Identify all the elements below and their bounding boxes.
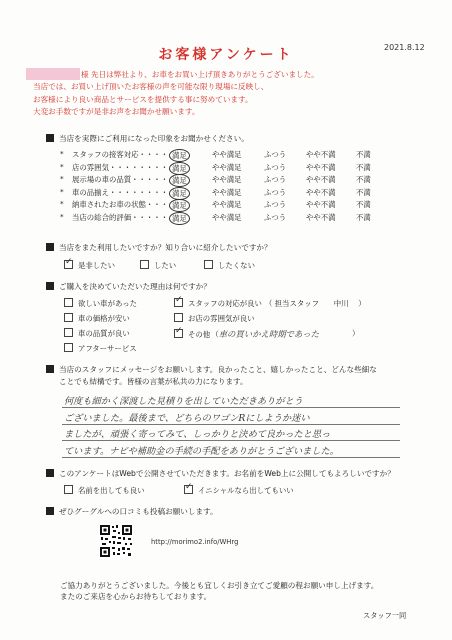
checkbox-checked-icon[interactable] [174,329,183,338]
q1-rating-option[interactable]: 不満 [356,212,371,222]
q3-option-5[interactable]: ✓スタッフの対応が良い （ 担当スタッフ 中川 ） [174,298,366,309]
q2-option-3[interactable]: したくない [204,260,255,271]
q1-rating-option[interactable]: やや不満 [306,200,336,209]
q1-heading [46,133,249,144]
closing-message [60,580,378,602]
ruled-line [62,424,400,425]
checkbox-icon[interactable] [204,260,213,269]
asterisk-icon: * [60,149,64,158]
q5-question: このアンケートはWebで公開させていただきます。お名前をWeb上に公開してもよろしいですか？ [59,469,395,478]
q2-option-1[interactable]: ✓是非したい [64,260,115,271]
checkbox-icon[interactable] [64,485,73,494]
checkbox-icon[interactable] [174,313,183,322]
q1-rating-label: スタッフの接客対応・・・・ [72,150,169,159]
q1-rating-option[interactable]: 満足 [169,187,190,200]
q1-rating-label: 店の雰囲気・・・・・・・・ [72,162,169,172]
q6-question: ぜひグーグルへの口コミも投稿お願いします。 [59,507,218,516]
q1-rating-option[interactable]: やや満足 [212,175,242,184]
message-line: ています。ナビや補助金の手続の手配をありがとうございました。 [64,445,339,457]
q1-rating-option[interactable]: やや満足 [212,212,242,222]
q1-rating-option[interactable]: ふつう [264,212,287,222]
intro-text [33,69,447,119]
q1-rating-option[interactable]: やや満足 [212,150,242,159]
q1-rating-option[interactable]: やや満足 [212,162,242,172]
q1-rating-option[interactable]: ふつう [264,175,287,184]
checkbox-icon[interactable] [64,328,73,337]
q3-option-2[interactable]: 車の価格が安い [64,313,130,324]
q1-rating-option[interactable]: 不満 [356,162,371,172]
q3-option-4[interactable]: アフターサービス [64,343,137,354]
q1-rating-option[interactable]: 満足 [169,174,190,187]
q5-option-1[interactable]: 名前を出しても良い [64,485,145,496]
q1-rating-option[interactable]: 不満 [356,187,371,197]
q3-option-7[interactable]: ✓その他（車の買いかえ時期であった [174,328,319,340]
q1-rating-label: 当店の総合的評価・・・・・ [72,212,169,222]
closing-line-2: またのご来店を心からお待ちしております。 [60,592,212,601]
checkbox-checked-icon[interactable] [184,485,193,494]
q4-question-line-2: ことでも結構です。皆様の言葉が私共の力になります。 [59,377,248,386]
q1-rating-option[interactable]: やや満足 [212,187,242,197]
q1-rating-option[interactable]: 満足 [169,149,190,162]
closing-line-1: ご協力ありがとうございました。今後とも宜しくお引き立てご愛顧の程お願い申し上げます。 [60,581,379,590]
q1-rating-option[interactable]: 満足 [169,199,190,212]
q1-rating-option[interactable]: 不満 [356,150,371,159]
q3-option-3[interactable]: 車の品質が良い [64,328,130,339]
qr-code[interactable] [99,524,133,558]
q1-rating-option[interactable]: ふつう [264,200,287,209]
asterisk-icon: * [60,199,64,208]
survey-date: 2021.8.12 [384,43,425,52]
review-link[interactable]: http://morimo2.info/WHrg [151,538,239,546]
q1-rating-label: 車の品揃え・・・・・・・・ [72,187,169,197]
square-bullet-icon [46,507,54,515]
q1-rating-option[interactable]: やや不満 [306,175,336,184]
q2-question: 当店をまた利用したいですか？知り合いに紹介したいですか？ [59,243,272,252]
asterisk-icon: * [60,211,64,221]
intro-line-4: 大変お手数ですが是非お声をお聞かせ願います。 [33,107,200,117]
intro-line-1: 様 先日は弊社より、お車をお買い上げ頂きありがとうございました。 [81,70,319,79]
square-bullet-icon [46,365,54,373]
asterisk-icon: * [60,186,64,196]
asterisk-icon: * [60,174,64,183]
other-open-paren: （ [211,330,219,339]
other-reason-handwritten: 車の買いかえ時期であった [218,329,320,339]
q3-option-1[interactable]: 欲しい車があった [64,298,137,309]
page-title: お客様アンケート [158,47,294,63]
message-line: ましたが、頑張く寄ってみて、しっかりと決めて良かったと思っ [64,429,331,440]
ruled-line [62,440,400,441]
q1-rating-option[interactable]: ふつう [264,150,287,159]
q1-rating-option[interactable]: ふつう [264,162,287,172]
q3-heading [46,281,211,292]
q6-heading [46,506,218,517]
square-bullet-icon [46,243,54,251]
q5-option-2[interactable]: ✓ イニシャルなら出してもいい [184,485,294,496]
q1-rating-label: 納車されたお車の状態・・・ [72,200,169,209]
staff-note: （ 担当スタッフ 中川 ） [264,299,366,308]
q2-option-2[interactable]: したい [140,260,176,271]
checkbox-icon[interactable] [64,298,73,307]
checkbox-icon[interactable] [64,343,73,352]
q4-heading [46,364,377,388]
q1-question: 当店を実際にご利用になった印象をお聞かせください。 [59,134,249,143]
other-close-paren: ） [352,329,360,338]
q1-rating-option[interactable]: やや不満 [306,212,336,222]
checkbox-checked-icon[interactable] [174,298,183,307]
square-bullet-icon [46,134,54,142]
q1-rating-option[interactable]: 不満 [356,200,371,209]
q4-question-line-1: 当店のスタッフにメッセージをお願いします。良かったこと、嬉しかったこと、どんな些細な [59,365,377,374]
q1-rating-option[interactable]: 満足 [169,162,190,175]
qr-code-icon [99,524,133,558]
q1-rating-label: 展示場の車の品質・・・・・ [72,175,169,184]
square-bullet-icon [46,469,54,477]
intro-line-2: 当店では、お買い上げ頂いたお客様の声を可能な限り現場に反映し、 [33,82,269,92]
square-bullet-icon [46,282,54,290]
asterisk-icon: * [60,161,64,171]
q1-rating-option[interactable]: やや不満 [306,150,336,159]
q1-rating-option[interactable]: やや不満 [306,162,336,172]
q2-heading [46,242,272,253]
message-line: ございました。最後まで、どちらのワゴンRにしようか迷い [64,412,310,424]
checkbox-icon[interactable] [64,313,73,322]
message-line: 何度も細かく深渡した見積りを出していただきありがとう [64,396,303,407]
checkbox-icon[interactable] [140,260,149,269]
intro-line-3: お客様により良い商品とサービスを提供する事に努めています。 [33,94,253,104]
ruled-line [62,407,400,408]
q5-heading [46,468,395,479]
q1-rating-option[interactable]: やや不満 [306,187,336,197]
q1-rating-option[interactable]: 不満 [356,175,371,184]
q3-option-6[interactable]: お店の雰囲気が良い [174,313,255,324]
staff-signature: スタッフ一同 [363,611,407,620]
q1-rating-option[interactable]: 満足 [169,212,190,225]
checkbox-checked-icon[interactable] [64,260,73,269]
q3-question: ご購入を決めていただいた理由は何ですか？ [59,282,211,291]
q1-rating-option[interactable]: ふつう [264,187,287,197]
ruled-line [62,457,400,458]
q1-rating-option[interactable]: やや満足 [212,200,242,209]
